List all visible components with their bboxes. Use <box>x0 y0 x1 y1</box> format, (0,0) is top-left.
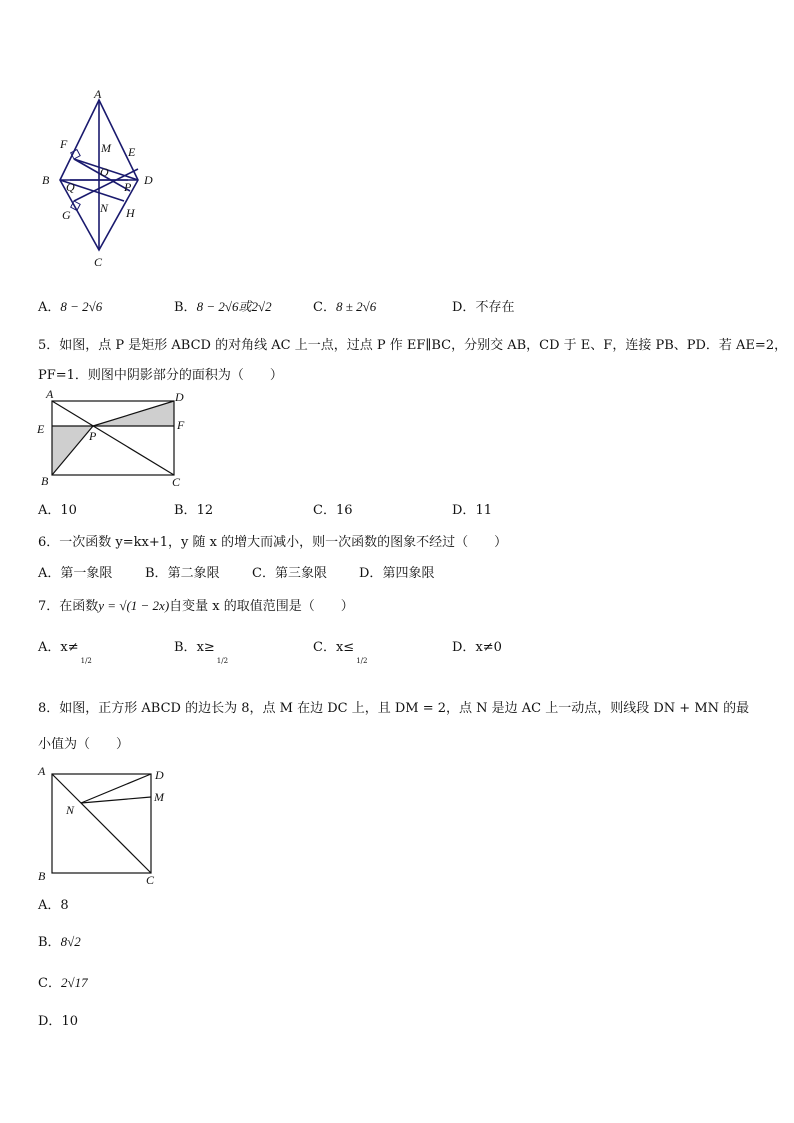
q5-rectangle-figure <box>34 387 194 489</box>
q8-label-B: B <box>38 869 46 883</box>
q7-option-a[interactable] <box>38 636 92 665</box>
q7-option-b[interactable] <box>174 636 228 665</box>
q4-option-c[interactable] <box>313 296 376 315</box>
q4-label-Q: Q <box>66 180 75 194</box>
q7-prefix: 7．在函数 <box>38 599 99 614</box>
option-key: A． <box>38 640 61 655</box>
q8-label-A: A <box>38 764 46 778</box>
q8-square-figure <box>34 763 174 888</box>
option-key: D． <box>38 1014 62 1029</box>
q5-stem-line1: 5．如图，点 P 是矩形 ABCD 的对角线 AC 上一点，过点 P 作 EF∥BC，分别交 AB，CD 于 E、F，连接 PB、PD．若 AE=2， <box>38 338 788 353</box>
option-text: 第二象限 <box>167 566 220 581</box>
option-key: B． <box>174 640 197 655</box>
q4-label-D: D <box>144 173 153 187</box>
q4-label-A: A <box>94 88 102 101</box>
q8-option-d[interactable] <box>38 1010 78 1029</box>
option-text: 8 <box>60 898 69 913</box>
option-text: 第一象限 <box>60 566 113 581</box>
q7-formula: y = √(1 − 2x) <box>98 598 170 613</box>
option-text: 8 ± 2√6 <box>335 299 377 314</box>
q4-label-H: H <box>126 206 135 220</box>
q7-suffix: 自变量 x 的取值范围是（ ） <box>169 599 354 614</box>
option-text: 第四象限 <box>382 566 435 581</box>
option-text: x≥ <box>196 640 215 655</box>
q4-label-P: P <box>124 180 132 194</box>
option-key: C． <box>313 640 336 655</box>
option-key: B． <box>174 300 197 315</box>
q8-option-c[interactable] <box>38 972 88 991</box>
q4-label-B: B <box>42 173 50 187</box>
option-key: D． <box>359 566 383 581</box>
q6-option-b[interactable] <box>145 562 220 581</box>
q5-stem-line2: PF=1．则图中阴影部分的面积为（ ） <box>38 368 283 383</box>
q4-label-N: N <box>100 201 109 215</box>
option-key: C． <box>313 300 336 315</box>
q8-label-D: D <box>155 768 164 782</box>
option-text: 2√17 <box>60 975 88 990</box>
q5-label-P: P <box>89 429 97 443</box>
option-text: 8√2 <box>60 934 81 949</box>
q8-option-b[interactable] <box>38 931 81 950</box>
option-key: A． <box>38 300 61 315</box>
option-key: A． <box>38 566 61 581</box>
q4-option-b[interactable] <box>174 296 272 315</box>
q4-label-F: F <box>60 137 68 151</box>
option-text: x≠ <box>60 640 79 655</box>
q5-label-A: A <box>46 387 54 401</box>
option-key: C． <box>38 976 61 991</box>
option-text: 8 − 2√6或2√2 <box>196 299 272 314</box>
q4-label-G: G <box>62 208 71 222</box>
option-key: B． <box>174 503 197 518</box>
option-text: 10 <box>61 1014 78 1029</box>
q8-label-M: M <box>154 790 164 804</box>
option-key: A． <box>38 898 61 913</box>
q5-label-B: B <box>41 474 49 488</box>
option-key: B． <box>38 935 61 950</box>
option-fraction: 1/2 <box>80 657 92 665</box>
option-text: 11 <box>475 503 492 518</box>
option-text: 不存在 <box>475 300 515 315</box>
q4-option-a[interactable] <box>38 296 102 315</box>
q5-label-E: E <box>37 422 45 436</box>
option-key: A． <box>38 503 61 518</box>
q7-option-c[interactable] <box>313 636 367 665</box>
option-key: D． <box>452 503 476 518</box>
q8-label-N: N <box>66 803 75 817</box>
option-key: B． <box>145 566 168 581</box>
q5-label-D: D <box>175 390 184 404</box>
q8-stem-line2: 小值为（ ） <box>38 737 130 752</box>
q6-option-c[interactable] <box>252 562 327 581</box>
q6-option-a[interactable] <box>38 562 112 581</box>
option-key: D． <box>452 300 476 315</box>
q4-label-O: O <box>100 165 109 179</box>
q4-rhombus-figure <box>38 88 168 273</box>
q5-option-b[interactable] <box>174 499 213 518</box>
option-fraction: 1/2 <box>216 657 229 665</box>
q4-label-C: C <box>94 255 103 269</box>
q7-option-d[interactable] <box>452 636 502 655</box>
option-text: 16 <box>335 503 353 518</box>
q6-option-d[interactable] <box>359 562 434 581</box>
option-text: 12 <box>196 503 214 518</box>
option-key: C． <box>313 503 336 518</box>
q8-option-a[interactable] <box>38 894 69 913</box>
q4-label-E: E <box>128 145 136 159</box>
option-text: 第三象限 <box>274 566 327 581</box>
option-text: 10 <box>60 503 77 518</box>
q7-stem <box>38 595 354 614</box>
q5-label-C: C <box>172 475 181 489</box>
q5-option-c[interactable] <box>313 499 353 518</box>
q8-label-C: C <box>146 873 155 887</box>
q4-option-d[interactable] <box>452 296 514 315</box>
q6-stem: 6．一次函数 y=kx+1，y 随 x 的增大而减小，则一次函数的图象不经过（ ） <box>38 535 508 550</box>
q5-label-F: F <box>177 418 185 432</box>
option-text: 8 − 2√6 <box>60 299 103 314</box>
option-fraction: 1/2 <box>356 657 368 665</box>
q4-label-M: M <box>101 141 111 155</box>
option-text: x≤ <box>335 640 355 655</box>
q5-option-d[interactable] <box>452 499 492 518</box>
option-key: D． <box>452 640 476 655</box>
option-text: x≠0 <box>475 640 502 655</box>
q5-option-a[interactable] <box>38 499 77 518</box>
q8-stem-line1: 8．如图，正方形 ABCD 的边长为 8，点 M 在边 DC 上，且 DM = 2，点 N 是边 AC 上一动点，则线段 DN + MN 的最 <box>38 701 750 716</box>
option-key: C． <box>252 566 275 581</box>
